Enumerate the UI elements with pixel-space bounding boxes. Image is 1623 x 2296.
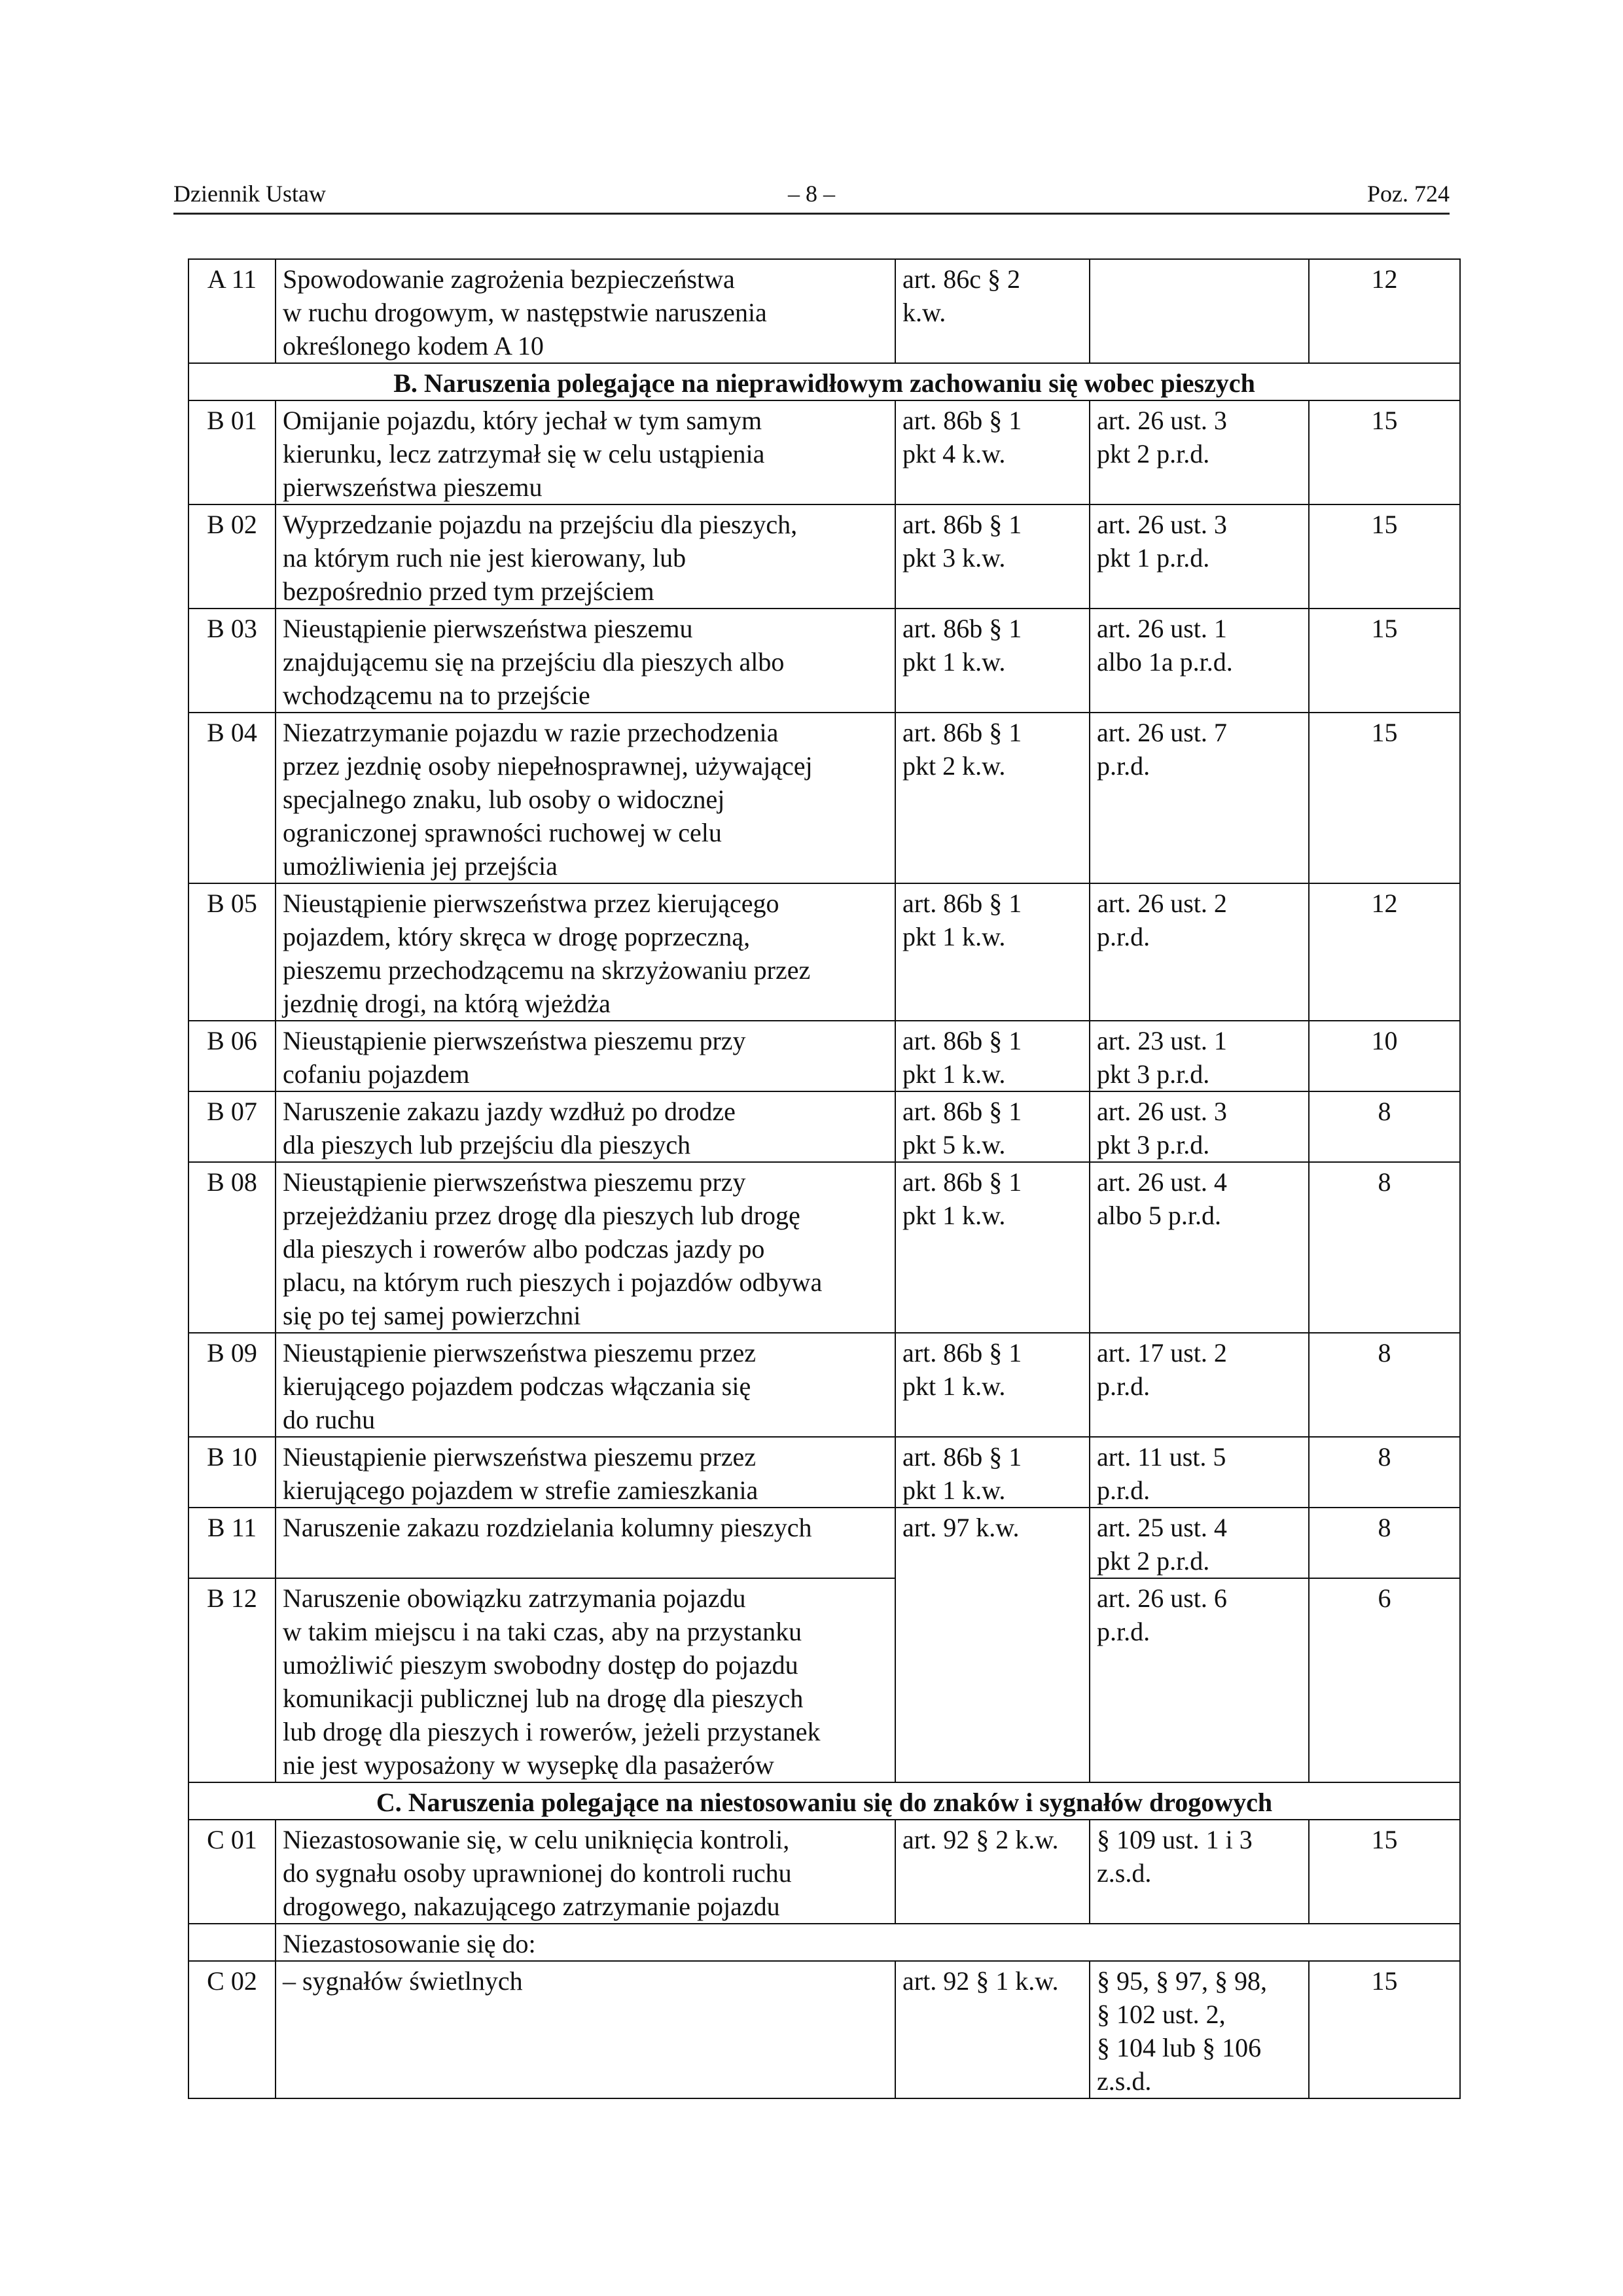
violation-code: B 05 [188, 883, 276, 1021]
violation-description: Nieustąpienie pierwszeństwa pieszemu znajdującemu się na przejściu dla pieszych albo wchodzącemu na to przejście [276, 609, 895, 713]
violation-code: C 02 [188, 1961, 276, 2098]
prd-article: art. 26 ust. 3 pkt 1 p.r.d. [1090, 504, 1309, 609]
penalty-points: 12 [1309, 259, 1460, 363]
violation-description: – sygnałów świetlnych [276, 1961, 895, 2098]
kw-article: art. 92 § 1 k.w. [895, 1961, 1090, 2098]
prd-article: art. 26 ust. 3 pkt 2 p.r.d. [1090, 400, 1309, 504]
violation-description: Nieustąpienie pierwszeństwa pieszemu przez kierującego pojazdem w strefie zamieszkania [276, 1437, 895, 1508]
prd-article: art. 26 ust. 4 albo 5 p.r.d. [1090, 1162, 1309, 1333]
table-row [188, 259, 1460, 363]
table-row [188, 713, 1460, 883]
violation-description: Omijanie pojazdu, który jechał w tym samym kierunku, lecz zatrzymał się w celu ustąpienia pierwszeństwa pieszemu [276, 400, 895, 504]
prd-article [1090, 259, 1309, 363]
penalty-points: 8 [1309, 1091, 1460, 1162]
penalty-points: 15 [1309, 609, 1460, 713]
violation-code: A 11 [188, 259, 276, 363]
prd-article: art. 26 ust. 7 p.r.d. [1090, 713, 1309, 883]
violation-code: B 03 [188, 609, 276, 713]
penalty-points: 8 [1309, 1508, 1460, 1578]
prd-article: art. 26 ust. 6 p.r.d. [1090, 1578, 1309, 1782]
kw-article: art. 86b § 1 pkt 1 k.w. [895, 609, 1090, 713]
violation-description: Nieustąpienie pierwszeństwa pieszemu przy przejeżdżaniu przez drogę dla pieszych lub drogę dla pieszych i rowerów albo podczas jazdy po placu, na którym ruch pieszych i pojazdów odbywa się po tej samej powierzchni [276, 1162, 895, 1333]
table-row [188, 400, 1460, 504]
violation-description: Naruszenie zakazu jazdy wzdłuż po drodze dla pieszych lub przejściu dla pieszych [276, 1091, 895, 1162]
kw-article: art. 92 § 2 k.w. [895, 1820, 1090, 1924]
kw-article: art. 86b § 1 pkt 1 k.w. [895, 1333, 1090, 1437]
penalty-points: 15 [1309, 504, 1460, 609]
table-row [188, 1091, 1460, 1162]
table-row [188, 504, 1460, 609]
journal-title: Dziennik Ustaw [173, 181, 326, 207]
prd-article: art. 26 ust. 2 p.r.d. [1090, 883, 1309, 1021]
violation-code: B 12 [188, 1578, 276, 1782]
penalty-points: 12 [1309, 883, 1460, 1021]
prd-article: art. 17 ust. 2 p.r.d. [1090, 1333, 1309, 1437]
table-row [188, 1924, 1460, 1961]
group-intro: Niezastosowanie się do: [276, 1924, 1460, 1961]
penalty-points: 8 [1309, 1333, 1460, 1437]
violation-description: Niezastosowanie się, w celu uniknięcia kontroli, do sygnału osoby uprawnionej do kontroli ruchu drogowego, nakazującego zatrzymanie pojazdu [276, 1820, 895, 1924]
penalty-points: 8 [1309, 1437, 1460, 1508]
violation-description: Naruszenie zakazu rozdzielania kolumny pieszych [276, 1508, 895, 1578]
violation-description: Spowodowanie zagrożenia bezpieczeństwa w ruchu drogowym, w następstwie naruszenia określonego kodem A 10 [276, 259, 895, 363]
violation-code: B 07 [188, 1091, 276, 1162]
table-row [188, 1578, 1460, 1782]
kw-article: art. 86b § 1 pkt 1 k.w. [895, 883, 1090, 1021]
prd-article: § 109 ust. 1 i 3 z.s.d. [1090, 1820, 1309, 1924]
kw-article: art. 86b § 1 pkt 1 k.w. [895, 1021, 1090, 1091]
penalty-points: 15 [1309, 400, 1460, 504]
kw-article: art. 86b § 1 pkt 5 k.w. [895, 1091, 1090, 1162]
kw-article: art. 86b § 1 pkt 1 k.w. [895, 1162, 1090, 1333]
section-heading-b: B. Naruszenia polegające na nieprawidłowym zachowaniu się wobec pieszych [188, 363, 1460, 400]
penalty-points: 15 [1309, 1961, 1460, 2098]
violation-code: B 10 [188, 1437, 276, 1508]
violation-description: Naruszenie obowiązku zatrzymania pojazdu w takim miejscu i na taki czas, aby na przystanku umożliwić pieszym swobodny dostęp do pojazdu komunikacji publicznej lub na drogę dla pieszych lub drogę dla pieszych i rowerów, jeżeli przystanek nie jest wyposażony w wysepkę dla pasażerów [276, 1578, 895, 1782]
prd-article: art. 23 ust. 1 pkt 3 p.r.d. [1090, 1021, 1309, 1091]
prd-article: art. 25 ust. 4 pkt 2 p.r.d. [1090, 1508, 1309, 1578]
penalty-points: 15 [1309, 713, 1460, 883]
table-row [188, 1333, 1460, 1437]
prd-article: art. 26 ust. 1 albo 1a p.r.d. [1090, 609, 1309, 713]
section-row [188, 1782, 1460, 1820]
violation-description: Nieustąpienie pierwszeństwa pieszemu przy cofaniu pojazdem [276, 1021, 895, 1091]
prd-article: art. 11 ust. 5 p.r.d. [1090, 1437, 1309, 1508]
kw-article: art. 86b § 1 pkt 2 k.w. [895, 713, 1090, 883]
table-row [188, 1961, 1460, 2098]
violation-code: B 08 [188, 1162, 276, 1333]
violation-code: B 01 [188, 400, 276, 504]
violation-description: Wyprzedzanie pojazdu na przejściu dla pieszych, na którym ruch nie jest kierowany, lub bezpośrednio przed tym przejściem [276, 504, 895, 609]
kw-article: art. 86b § 1 pkt 3 k.w. [895, 504, 1090, 609]
table-row [188, 609, 1460, 713]
violations-table [188, 258, 1461, 2099]
kw-article: art. 86b § 1 pkt 4 k.w. [895, 400, 1090, 504]
violation-description: Nieustąpienie pierwszeństwa pieszemu przez kierującego pojazdem podczas włączania się do ruchu [276, 1333, 895, 1437]
kw-article: art. 97 k.w. [895, 1508, 1090, 1782]
page-number: – 8 – [788, 181, 835, 207]
kw-article: art. 86c § 2 k.w. [895, 259, 1090, 363]
prd-article: § 95, § 97, § 98, § 102 ust. 2, § 104 lub § 106 z.s.d. [1090, 1961, 1309, 2098]
penalty-points: 10 [1309, 1021, 1460, 1091]
violation-code: B 04 [188, 713, 276, 883]
table-row [188, 1021, 1460, 1091]
table-row [188, 883, 1460, 1021]
violation-code: B 09 [188, 1333, 276, 1437]
violation-description: Nieustąpienie pierwszeństwa przez kierującego pojazdem, który skręca w drogę poprzeczną, pieszemu przechodzącemu na skrzyżowaniu przez jezdnię drogi, na którą wjeżdża [276, 883, 895, 1021]
table-row [188, 1162, 1460, 1333]
violation-code: C 01 [188, 1820, 276, 1924]
section-heading-c: C. Naruszenia polegające na niestosowaniu się do znaków i sygnałów drogowych [188, 1782, 1460, 1820]
prd-article: art. 26 ust. 3 pkt 3 p.r.d. [1090, 1091, 1309, 1162]
table-row [188, 1437, 1460, 1508]
section-row [188, 363, 1460, 400]
penalty-points: 6 [1309, 1578, 1460, 1782]
violation-code: B 11 [188, 1508, 276, 1578]
penalty-points: 15 [1309, 1820, 1460, 1924]
violation-code: B 02 [188, 504, 276, 609]
penalty-points: 8 [1309, 1162, 1460, 1333]
page-header [173, 180, 1450, 215]
position-number: Poz. 724 [1367, 181, 1450, 207]
violation-code: B 06 [188, 1021, 276, 1091]
kw-article: art. 86b § 1 pkt 1 k.w. [895, 1437, 1090, 1508]
violation-description: Niezatrzymanie pojazdu w razie przechodzenia przez jezdnię osoby niepełnosprawnej, używającej specjalnego znaku, lub osoby o widocznej ograniczonej sprawności ruchowej w celu umożliwienia jej przejścia [276, 713, 895, 883]
table-row [188, 1508, 1460, 1578]
empty-cell [188, 1924, 276, 1961]
table-row [188, 1820, 1460, 1924]
